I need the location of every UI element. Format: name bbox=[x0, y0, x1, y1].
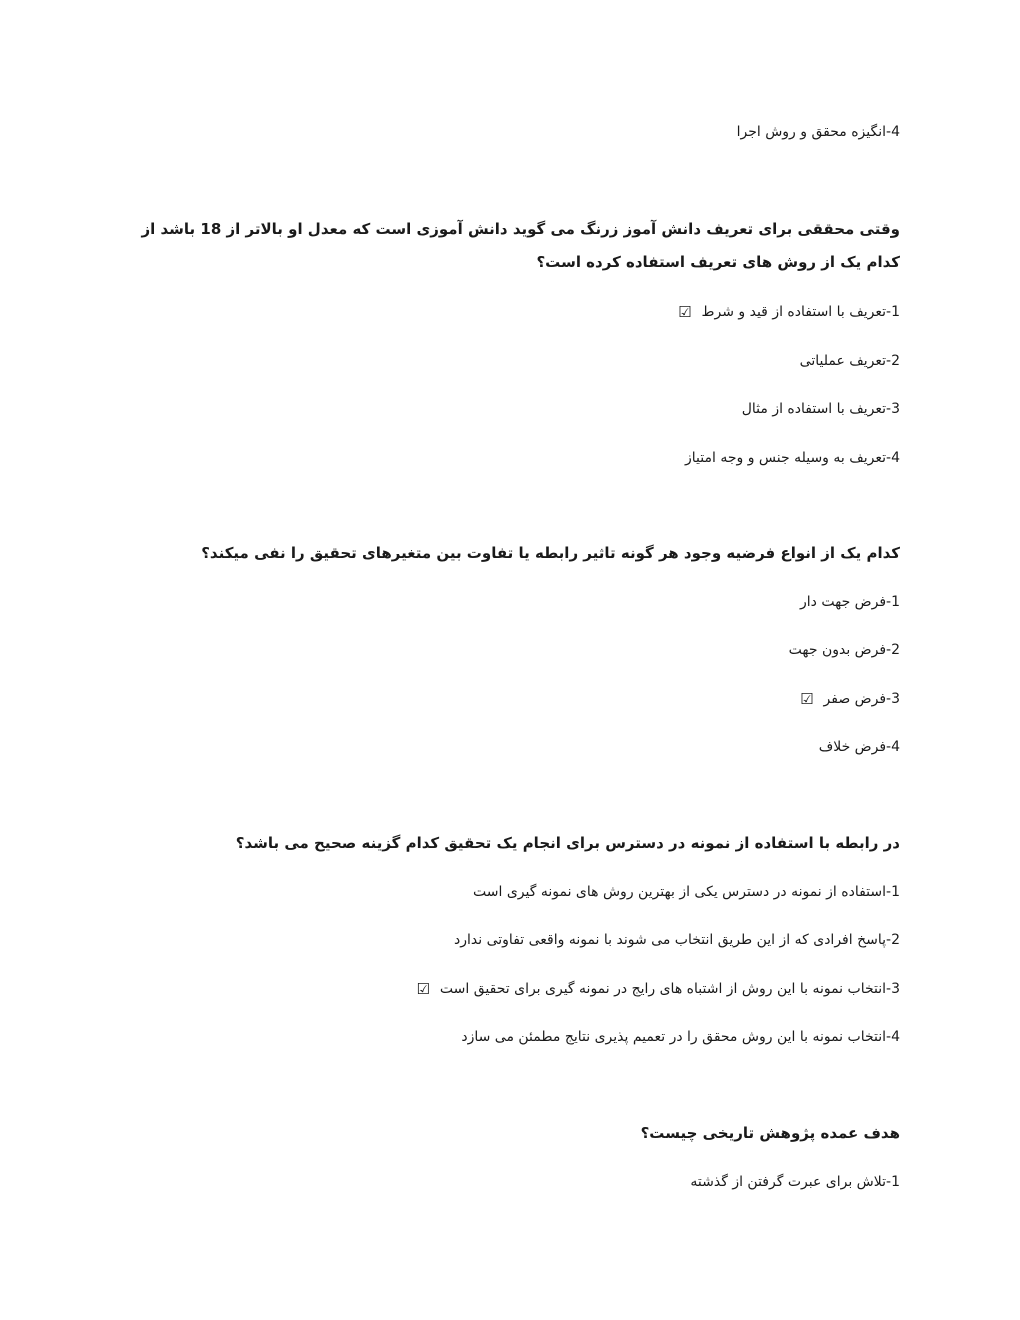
question-3-option-2: 2-پاسخ افرادی که از این طریق انتخاب می شوند با نمونه واقعی تفاوتی ندارد bbox=[454, 932, 900, 948]
checkbox-checked-icon: ☑ bbox=[416, 980, 430, 998]
question-3-option-3 bbox=[416, 979, 900, 999]
question-4-option-1: 1-تلاش برای عبرت گرفتن از گذشته bbox=[690, 1174, 900, 1190]
question-3-option-4: 4-انتخاب نمونه با این روش محقق را در تعمیم پذیری نتایج مطمئن می سازد bbox=[461, 1029, 900, 1045]
question-2-option-1: 1-فرض جهت دار bbox=[800, 594, 900, 610]
checkbox-checked-icon: ☑ bbox=[678, 303, 692, 321]
option-label: 3-انتخاب نمونه با این روش از اشتباه های رایج در نمونه گیری برای تحقیق است bbox=[439, 981, 900, 997]
question-2-option-4: 4-فرض خلاف bbox=[818, 739, 900, 755]
checkbox-checked-icon: ☑ bbox=[800, 690, 814, 708]
question-1-option-1 bbox=[678, 302, 900, 322]
question-2-option-2: 2-فرض بدون جهت bbox=[788, 642, 900, 658]
question-3-text: در رابطه با استفاده از نمونه در دسترس برای انجام یک تحقیق کدام گزینه صحیح می باشد؟ bbox=[235, 834, 900, 852]
question-1-option-4: 4-تعریف به وسیله جنس و وجه امتیاز bbox=[685, 450, 900, 466]
option-label: 1-تعریف با استفاده از قید و شرط bbox=[701, 304, 900, 320]
question-4-text: هدف عمده پژوهش تاریخی چیست؟ bbox=[640, 1124, 900, 1142]
option-label: 3-فرض صفر bbox=[823, 691, 900, 707]
question-1-option-2: 2-تعریف عملیاتی bbox=[799, 353, 900, 369]
question-1-text: وقتی محققی برای تعریف دانش آموز زرنگ می گوید دانش آموزی است که معدل او بالاتر از 18 باشد از کدام یک از روش های تعریف استفاده کرده است؟ bbox=[141, 220, 900, 271]
prev-question-option-4: 4-انگیزه محقق و روش اجرا bbox=[736, 124, 900, 140]
question-2-option-3 bbox=[800, 689, 900, 709]
question-3-option-1: 1-استفاده از نمونه در دسترس یکی از بهترین روش های نمونه گیری است bbox=[473, 884, 900, 900]
question-2-text: کدام یک از انواع فرضیه وجود هر گونه تاثیر رابطه یا تفاوت بین متغیرهای تحقیق را نفی میکند؟ bbox=[201, 544, 900, 562]
question-1-option-3: 3-تعریف با استفاده از مثال bbox=[741, 401, 900, 417]
